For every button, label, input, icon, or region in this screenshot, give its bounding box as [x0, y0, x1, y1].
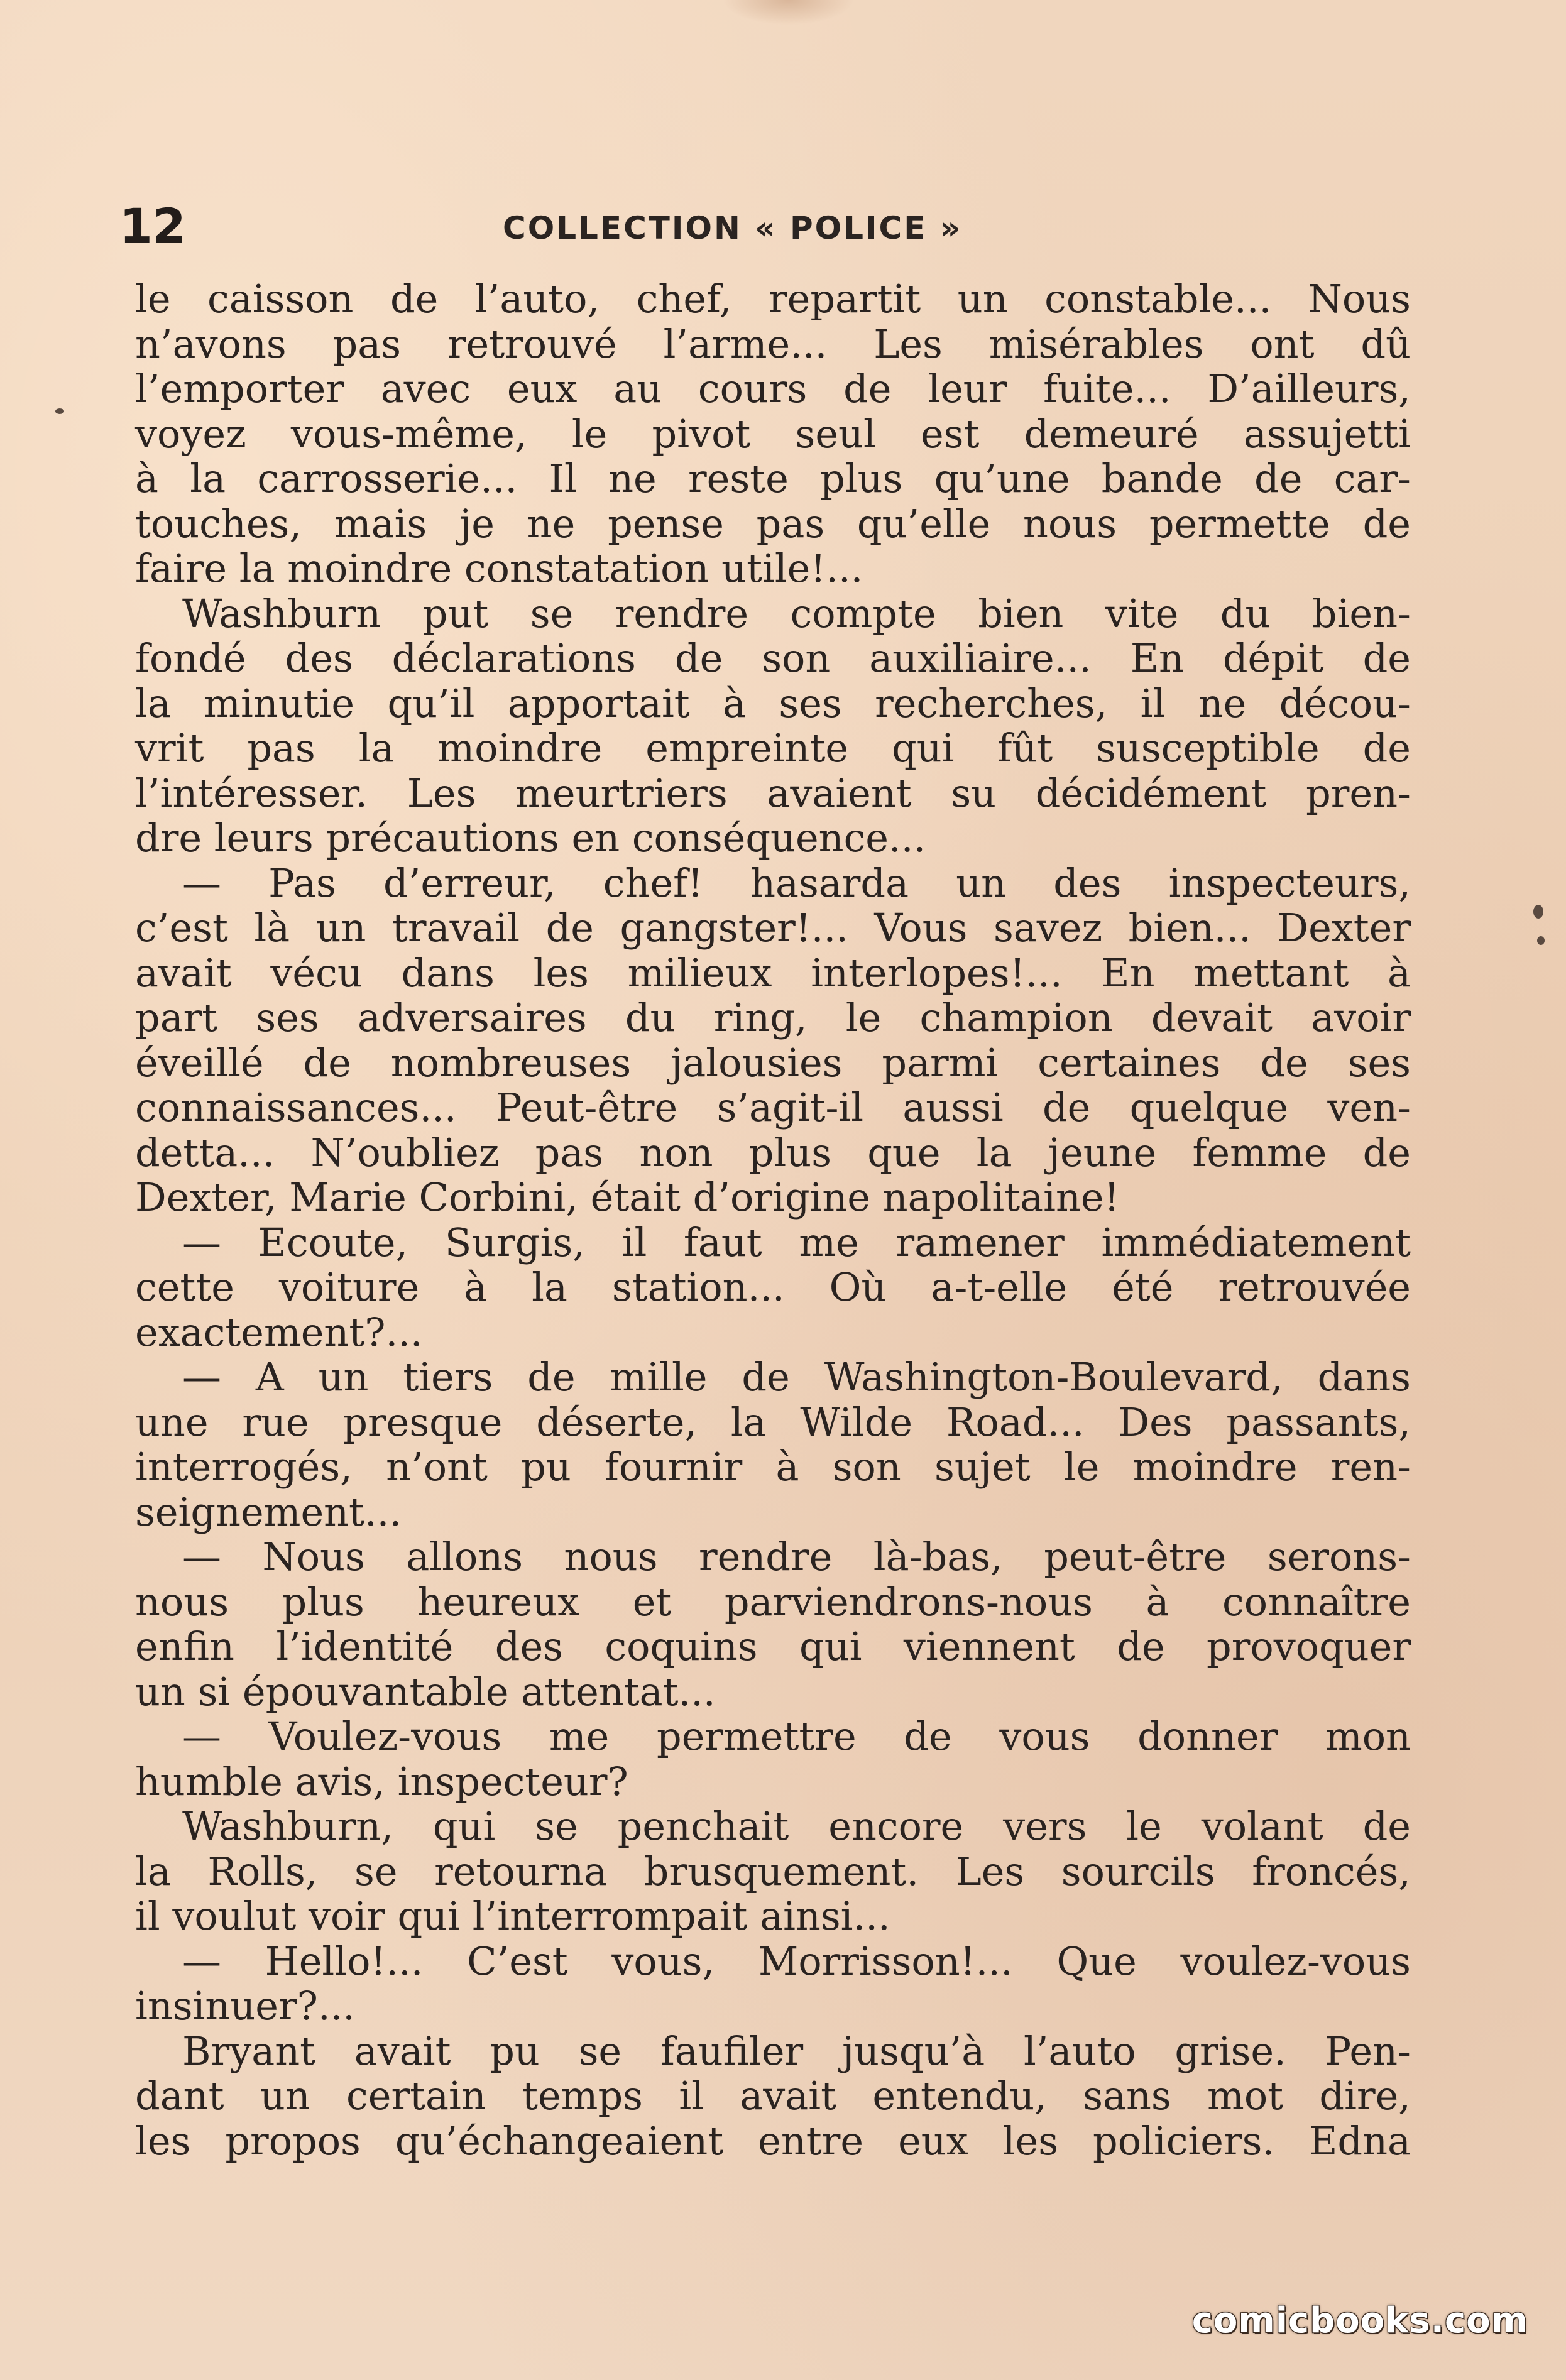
text-line: Bryant avait pu se faufiler jusqu’à l’auto grise. Pen- [182, 2028, 1411, 2074]
text-line: detta... N’oubliez pas non plus que la jeune femme de [135, 1129, 1411, 1176]
text-line: — A un tiers de mille de Washington-Boulevard, dans [182, 1354, 1411, 1400]
speck-mark [55, 408, 64, 414]
text-line: c’est là un travail de gangster!... Vous savez bien... Dexter [135, 905, 1411, 951]
text-line: l’intéresser. Les meurtriers avaient su décidément pren- [135, 770, 1411, 816]
text-line: part ses adversaires du ring, le champion devait avoir [135, 995, 1411, 1040]
text-line: — Hello!... C’est vous, Morrisson!... Que voulez-vous [182, 1938, 1411, 1984]
source-watermark: comicbooks.com [1191, 2300, 1528, 2341]
text-line: exactement?... [135, 1309, 423, 1355]
text-line: interrogés, n’ont pu fournir à son sujet le moindre ren- [135, 1444, 1411, 1490]
text-line: — Voulez-vous me permettre de vous donner mon [182, 1713, 1411, 1759]
text-line: Dexter, Marie Corbini, était d’origine napolitaine! [135, 1174, 1120, 1220]
text-line: la Rolls, se retourna brusquement. Les sourcils froncés, [135, 1848, 1411, 1894]
text-line: vrit pas la moindre empreinte qui fût susceptible de [135, 725, 1411, 771]
text-line: — Pas d’erreur, chef! hasarda un des inspecteurs, [182, 860, 1411, 906]
text-line: — Nous allons nous rendre là-bas, peut-être serons- [182, 1534, 1411, 1580]
text-line: dre leurs précautions en conséquence... [135, 815, 926, 861]
text-line: — Ecoute, Surgis, il faut me ramener immédiatement [182, 1219, 1411, 1265]
text-line: seignement... [135, 1488, 402, 1535]
text-line: Washburn, qui se penchait encore vers le volant de [182, 1803, 1411, 1849]
text-line: connaissances... Peut-être s’agit-il aussi de quelque ven- [135, 1084, 1411, 1130]
text-line: faire la moindre constatation utile!... [135, 545, 863, 591]
text-line: humble avis, inspecteur? [135, 1758, 628, 1804]
torn-edge [723, 0, 855, 25]
text-line: dant un certain temps il avait entendu, sans mot dire, [135, 2073, 1411, 2119]
text-line: une rue presque déserte, la Wilde Road... Des passants, [135, 1399, 1411, 1445]
speck-mark [1533, 905, 1543, 919]
text-line: touches, mais je ne pense pas qu’elle nous permette de [135, 500, 1411, 547]
text-line: voyez vous-même, le pivot seul est demeuré assujetti [135, 410, 1411, 457]
text-line: à la carrosserie... Il ne reste plus qu’une bande de car- [135, 456, 1411, 501]
text-line: l’emporter avec eux au cours de leur fuite... D’ailleurs, [135, 366, 1411, 412]
running-head: COLLECTION « POLICE » [503, 210, 963, 246]
text-line: éveillé de nombreuses jalousies parmi certaines de ses [135, 1039, 1411, 1086]
text-line: il voulut voir qui l’interrompait ainsi... [135, 1893, 890, 1939]
text-line: les propos qu’échangeaient entre eux les policiers. Edna [135, 2117, 1411, 2164]
text-line: Washburn put se rendre compte bien vite du bien- [182, 590, 1411, 636]
text-line: un si épouvantable attentat... [135, 1668, 716, 1715]
text-line: cette voiture à la station... Où a-t-elle été retrouvée [135, 1264, 1411, 1310]
text-line: insinuer?... [135, 1983, 355, 2029]
text-line: enfin l’identité des coquins qui viennent de provoquer [135, 1624, 1411, 1669]
speck-mark [1537, 936, 1545, 945]
page-number: 12 [119, 198, 186, 254]
body-text [135, 276, 1411, 2163]
text-line: avait vécu dans les milieux interlopes!... En mettant à [135, 949, 1411, 996]
text-line: n’avons pas retrouvé l’arme... Les misérables ont dû [135, 320, 1411, 367]
text-line: fondé des déclarations de son auxiliaire... En dépit de [135, 635, 1411, 681]
text-line: le caisson de l’auto, chef, repartit un constable... Nous [135, 276, 1411, 322]
text-line: nous plus heureux et parviendrons-nous à connaître [135, 1578, 1411, 1625]
text-line: la minutie qu’il apportait à ses recherches, il ne décou- [135, 680, 1411, 726]
page-header [119, 198, 1433, 254]
